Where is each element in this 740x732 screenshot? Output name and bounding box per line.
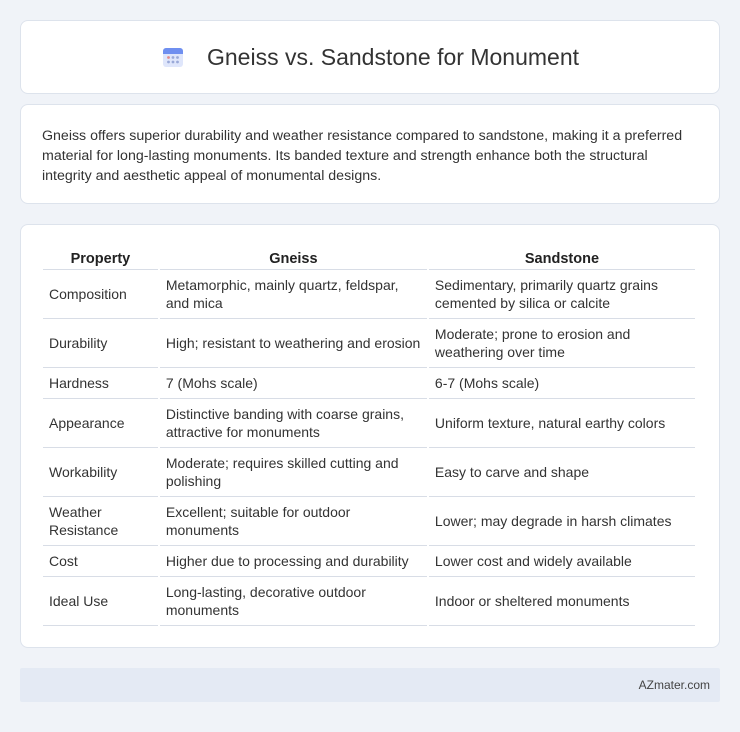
- property-cell: Ideal Use: [43, 577, 158, 626]
- sandstone-cell: Indoor or sheltered monuments: [429, 577, 695, 626]
- table-row: [43, 448, 695, 497]
- sandstone-cell: Sedimentary, primarily quartz grains cemented by silica or calcite: [429, 270, 695, 319]
- gneiss-cell: 7 (Mohs scale): [160, 368, 427, 399]
- header-property: Property: [43, 246, 158, 270]
- table-row: [43, 577, 695, 626]
- sandstone-cell: Uniform texture, natural earthy colors: [429, 399, 695, 448]
- footer-credit[interactable]: AZmater.com: [638, 678, 710, 692]
- gneiss-cell: Moderate; requires skilled cutting and polishing: [160, 448, 427, 497]
- property-cell: Hardness: [43, 368, 158, 399]
- sandstone-cell: Easy to carve and shape: [429, 448, 695, 497]
- gneiss-cell: Metamorphic, mainly quartz, feldspar, and mica: [160, 270, 427, 319]
- table-row: [43, 270, 695, 319]
- gneiss-cell: Excellent; suitable for outdoor monuments: [160, 497, 427, 546]
- comparison-card: [20, 224, 720, 648]
- gneiss-cell: Long-lasting, decorative outdoor monuments: [160, 577, 427, 626]
- sandstone-cell: Lower cost and widely available: [429, 546, 695, 577]
- property-cell: Weather Resistance: [43, 497, 158, 546]
- header-sandstone: Sandstone: [429, 246, 695, 270]
- table-row: [43, 319, 695, 368]
- sandstone-cell: Moderate; prone to erosion and weathering over time: [429, 319, 695, 368]
- table-row: [43, 546, 695, 577]
- property-cell: Durability: [43, 319, 158, 368]
- title-wrap: [161, 44, 579, 71]
- property-cell: Appearance: [43, 399, 158, 448]
- sandstone-cell: Lower; may degrade in harsh climates: [429, 497, 695, 546]
- page-title: Gneiss vs. Sandstone for Monument: [206, 43, 580, 70]
- gneiss-cell: Higher due to processing and durability: [160, 546, 427, 577]
- comparison-table: [41, 246, 697, 626]
- table-row: [43, 399, 695, 448]
- gneiss-cell: Distinctive banding with coarse grains, attractive for monuments: [160, 399, 427, 448]
- property-cell: Composition: [43, 270, 158, 319]
- calendar-icon: [161, 45, 185, 69]
- title-card: [20, 20, 720, 94]
- sandstone-cell: 6-7 (Mohs scale): [429, 368, 695, 399]
- header-gneiss: Gneiss: [160, 246, 427, 270]
- property-cell: Workability: [43, 448, 158, 497]
- intro-card: [20, 104, 720, 204]
- table-row: [43, 368, 695, 399]
- table-header-row: [43, 246, 695, 270]
- table-row: [43, 497, 695, 546]
- gneiss-cell: High; resistant to weathering and erosion: [160, 319, 427, 368]
- footer: [20, 668, 720, 702]
- intro-text: Gneiss offers superior durability and weather resistance compared to sandstone, making it a preferred material for long-lasting monuments. Its banded texture and strength enhance both the structural integrity and aesthetic appeal of monumental designs.: [42, 128, 683, 184]
- property-cell: Cost: [43, 546, 158, 577]
